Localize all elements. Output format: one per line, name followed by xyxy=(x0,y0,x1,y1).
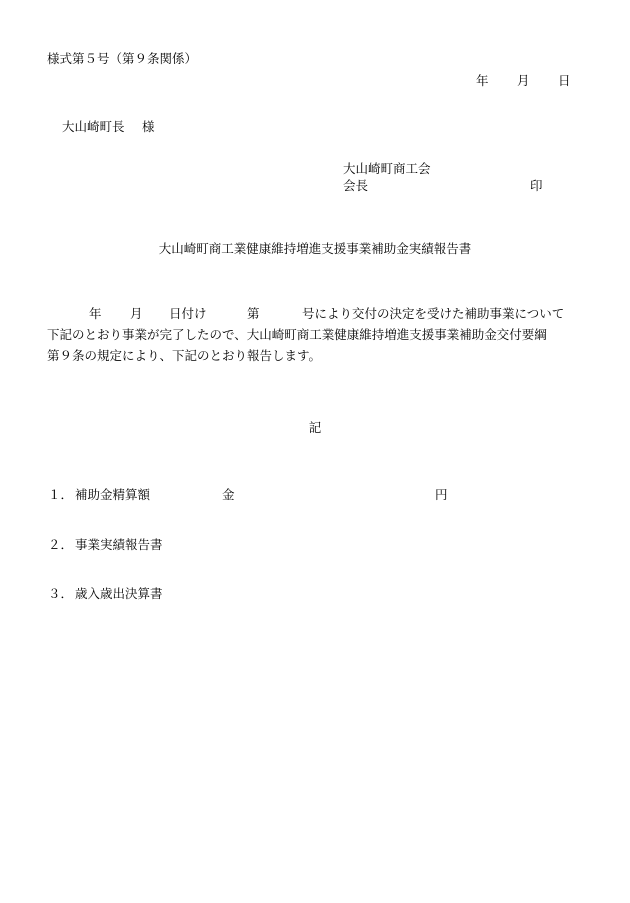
document-title: 大山崎町商工業健康維持増進支援事業補助金実績報告書 xyxy=(158,241,472,256)
addressee xyxy=(62,119,155,135)
body-dated: 日付け xyxy=(169,306,207,321)
body-line-2-text: 下記のとおり事業が完了したので、大山崎町商工業健康維持増進支援事業補助金交付要綱 xyxy=(47,327,547,342)
list-item xyxy=(48,537,163,553)
item-kin: 金 xyxy=(222,487,235,502)
body-dai: 第 xyxy=(247,306,260,321)
addressee-honorific: 様 xyxy=(142,119,155,134)
date-day: 日 xyxy=(558,73,571,88)
body-line-2 xyxy=(47,327,592,348)
item-en: 円 xyxy=(435,487,448,502)
item-label: 事業実績報告書 xyxy=(75,537,163,552)
sender-title: 会長 xyxy=(343,178,369,193)
item-label: 補助金精算額 xyxy=(75,487,151,502)
body-year: 年 xyxy=(89,306,102,321)
ki-heading: 記 xyxy=(308,420,322,435)
date-month: 月 xyxy=(517,73,530,88)
body-paragraph xyxy=(47,306,592,369)
list-item xyxy=(48,586,163,602)
body-rest: 号により交付の決定を受けた補助事業について xyxy=(302,306,565,321)
item-number: １． xyxy=(48,487,74,502)
body-line-1 xyxy=(47,306,592,327)
body-line-3-text: 第９条の規定により、下記のとおり報告します。 xyxy=(47,348,322,363)
item-number: ３． xyxy=(48,586,74,601)
date-year: 年 xyxy=(476,73,489,88)
list-item xyxy=(48,487,150,503)
body-line-3 xyxy=(47,348,592,369)
sender-organization: 大山崎町商工会 xyxy=(343,161,431,176)
seal-mark: 印 xyxy=(530,178,543,193)
body-month: 月 xyxy=(130,306,143,321)
addressee-name: 大山崎町長 xyxy=(62,119,125,134)
form-number: 様式第５号（第９条関係） xyxy=(47,51,198,66)
item-number: ２． xyxy=(48,537,74,552)
item-label: 歳入歳出決算書 xyxy=(75,586,163,601)
